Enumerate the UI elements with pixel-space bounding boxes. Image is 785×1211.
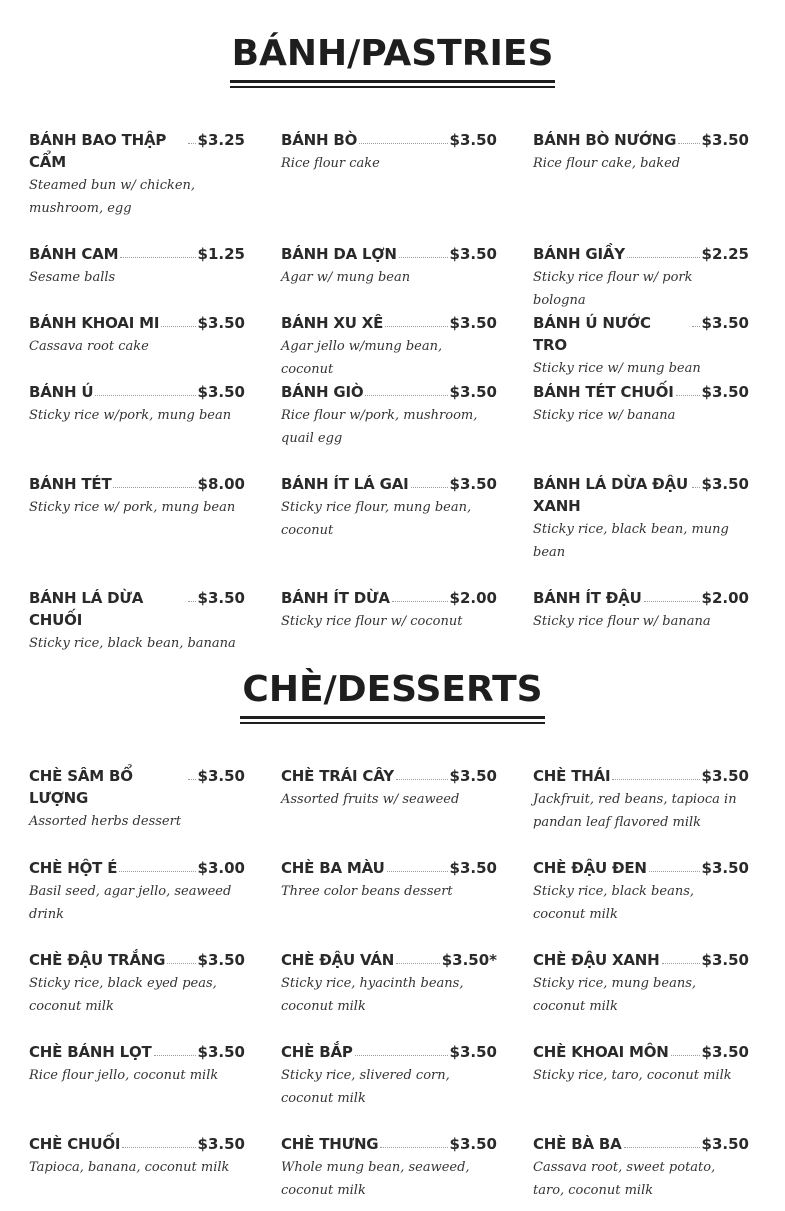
menu-item-price: $3.50 — [197, 383, 245, 401]
menu-item-price: $3.50 — [449, 767, 497, 785]
menu-item-header — [533, 312, 749, 356]
menu-item-description: Rice flour cake — [281, 156, 380, 171]
menu-item-price: $2.00 — [701, 589, 749, 607]
menu-item-description: Sticky rice flour w/ banana — [533, 614, 711, 629]
menu-item-description: Sticky rice flour w/ pork bologna — [533, 270, 693, 308]
menu-item — [29, 312, 245, 381]
menu-item-price: $3.50 — [197, 1135, 245, 1153]
dot-leader — [161, 312, 195, 327]
dot-leader — [380, 1133, 447, 1148]
menu-item — [281, 381, 497, 473]
menu-item-header — [29, 312, 245, 334]
menu-item-description: Sticky rice, black beans, coconut milk — [533, 884, 694, 922]
menu-item-header — [281, 949, 497, 971]
menu-item-header — [281, 765, 497, 787]
menu-item-header — [281, 1041, 497, 1063]
dot-leader — [692, 312, 700, 327]
menu-item — [29, 129, 245, 243]
menu-item-description: Sticky rice w/ pork, mung bean — [29, 500, 236, 515]
menu-item-name: CHÈ CHUỐI — [29, 1135, 121, 1153]
menu-item — [533, 473, 749, 587]
menu-item-description: Assorted fruits w/ seaweed — [281, 792, 460, 807]
menu-item-header — [281, 312, 497, 334]
menu-item — [533, 1133, 749, 1211]
menu-item-name: CHÈ ĐẬU ĐEN — [533, 859, 647, 877]
menu-item-price: $3.50 — [449, 383, 497, 401]
menu-item-name: BÁNH DA LỢN — [281, 245, 397, 263]
dot-leader — [355, 1041, 448, 1056]
dot-leader — [387, 857, 448, 872]
menu-item-name: BÁNH Ú NƯỚC TRO — [533, 314, 651, 354]
menu-item-name: CHÈ TRÁI CÂY — [281, 767, 394, 785]
menu-item-header — [29, 765, 245, 809]
menu-item-header — [281, 381, 497, 403]
menu-item — [281, 312, 497, 381]
menu-item-name: BÁNH XU XÊ — [281, 314, 384, 332]
menu-item — [29, 473, 245, 587]
menu-item-description: Rice flour cake, baked — [533, 156, 681, 171]
menu-item-header — [29, 129, 245, 173]
menu-item-header — [29, 1133, 245, 1155]
menu-item — [29, 857, 245, 949]
menu-item-header — [533, 587, 749, 609]
dot-leader — [411, 473, 448, 488]
menu-item-header — [533, 857, 749, 879]
menu-item-header — [533, 243, 749, 265]
menu-item-description: Sticky rice, slivered corn, coconut milk — [281, 1068, 450, 1106]
menu-item-description: Three color beans dessert — [281, 884, 453, 899]
menu-item-header — [281, 587, 497, 609]
dot-leader — [678, 129, 699, 144]
menu-item — [29, 381, 245, 473]
menu-item-header — [281, 857, 497, 879]
menu-item-price: $3.50 — [701, 767, 749, 785]
menu-item-header — [281, 1133, 497, 1155]
menu-item-price: $8.00 — [197, 475, 245, 493]
menu-item-price: $3.50 — [449, 859, 497, 877]
desserts-section-title — [0, 670, 785, 719]
menu-item-name: CHÈ ĐẬU XANH — [533, 951, 660, 969]
dot-leader — [188, 129, 196, 144]
menu-item-name: BÁNH BAO THẬP CẨM — [29, 131, 167, 171]
menu-item-price: $1.25 — [197, 245, 245, 263]
menu-item-price: $3.50 — [197, 951, 245, 969]
menu-item-header — [29, 857, 245, 879]
menu-item — [29, 587, 245, 656]
menu-item-name: CHÈ BA MÀU — [281, 859, 385, 877]
menu-item-name: BÁNH GIÒ — [281, 383, 364, 401]
menu-item — [281, 243, 497, 312]
menu-item — [281, 1133, 497, 1211]
dot-leader — [188, 765, 196, 780]
menu-item-header — [533, 473, 749, 517]
menu-item — [281, 129, 497, 243]
menu-item-description: Steamed bun w/ chicken, mushroom, egg — [29, 178, 196, 216]
dot-leader — [676, 381, 700, 396]
menu-item-price: $3.50 — [701, 859, 749, 877]
menu-item-name: CHÈ BẮP — [281, 1043, 353, 1061]
menu-item-price: $3.50 — [449, 131, 497, 149]
menu-item-price: $3.50 — [197, 767, 245, 785]
menu-item-header — [29, 473, 245, 495]
menu-item-description: Sticky rice, taro, coconut milk — [533, 1068, 732, 1083]
menu-item — [29, 1041, 245, 1133]
menu-item-price: $3.50 — [449, 1135, 497, 1153]
menu-item — [281, 949, 497, 1041]
dot-leader — [365, 381, 447, 396]
dot-leader — [95, 381, 195, 396]
menu-item — [281, 1041, 497, 1133]
menu-item-description: Sesame balls — [29, 270, 116, 285]
menu-item — [281, 857, 497, 949]
menu-item-description: Rice flour w/pork, mushroom, quail egg — [281, 408, 478, 446]
menu-item-header — [281, 243, 497, 265]
menu-item-header — [533, 129, 749, 151]
dot-leader — [392, 587, 448, 602]
menu-item — [29, 243, 245, 312]
menu-item-header — [29, 381, 245, 403]
menu-item-price: $3.50 — [449, 1043, 497, 1061]
dot-leader — [385, 312, 447, 327]
menu-item-name: CHÈ THƯNG — [281, 1135, 379, 1153]
menu-item-description: Cassava root, sweet potato, taro, coconut milk — [533, 1160, 716, 1198]
menu-item-name: CHÈ ĐẬU VÁN — [281, 951, 395, 969]
menu-item-price: $3.50 — [449, 245, 497, 263]
menu-item-header — [281, 473, 497, 495]
pastries-title: BÁNH/PASTRIES — [230, 34, 556, 83]
dot-leader — [113, 473, 195, 488]
menu-item — [533, 129, 749, 243]
menu-item-header — [29, 1041, 245, 1063]
dot-leader — [624, 1133, 700, 1148]
menu-item-name: BÁNH TÉT — [29, 475, 112, 493]
menu-item — [533, 381, 749, 473]
dot-leader — [188, 587, 196, 602]
menu-item-header — [29, 587, 245, 631]
menu-item-description: Sticky rice w/pork, mung bean — [29, 408, 232, 423]
dot-leader — [119, 857, 195, 872]
pastries-menu-grid — [29, 129, 754, 656]
menu-item-description: Basil seed, agar jello, seaweed drink — [29, 884, 232, 922]
menu-item — [29, 765, 245, 857]
menu-item-name: CHÈ SÂM BỔ LƯỢNG — [29, 767, 133, 807]
menu-item-price: $2.25 — [701, 245, 749, 263]
menu-item-price: $3.50 — [701, 1043, 749, 1061]
menu-item-name: BÁNH CAM — [29, 245, 119, 263]
menu-item-price: $3.50* — [441, 951, 497, 969]
menu-item — [29, 1133, 245, 1211]
menu-item-header — [29, 243, 245, 265]
dot-leader — [649, 857, 700, 872]
menu-item-price: $3.50 — [701, 314, 749, 332]
dot-leader — [120, 243, 195, 258]
menu-item-name: CHÈ THÁI — [533, 767, 611, 785]
dot-leader — [671, 1041, 700, 1056]
dot-leader — [359, 129, 447, 144]
menu-item-price: $3.50 — [197, 1043, 245, 1061]
menu-item-name: CHÈ ĐẬU TRẮNG — [29, 951, 166, 969]
dot-leader — [154, 1041, 196, 1056]
desserts-title: CHÈ/DESSERTS — [240, 670, 544, 719]
menu-item-name: BÁNH LÁ DỪA ĐẬU XANH — [533, 475, 688, 515]
menu-item-header — [29, 949, 245, 971]
menu-item-price: $3.50 — [449, 314, 497, 332]
menu-item-header — [533, 765, 749, 787]
menu-item-price: $3.50 — [197, 589, 245, 607]
menu-item-description: Rice flour jello, coconut milk — [29, 1068, 219, 1083]
menu-item-description: Sticky rice, mung beans, coconut milk — [533, 976, 697, 1014]
dot-leader — [662, 949, 700, 964]
menu-item-price: $3.50 — [701, 1135, 749, 1153]
menu-item-price: $3.50 — [701, 131, 749, 149]
dot-leader — [692, 473, 700, 488]
menu-item — [533, 312, 749, 381]
menu-item — [281, 473, 497, 587]
dot-leader — [612, 765, 699, 780]
menu-item-header — [281, 129, 497, 151]
menu-item-name: BÁNH ÍT ĐẬU — [533, 589, 642, 607]
menu-item-name: CHÈ BÁNH LỌT — [29, 1043, 152, 1061]
menu-item-description: Sticky rice flour w/ coconut — [281, 614, 463, 629]
menu-item-description: Cassava root cake — [29, 339, 149, 354]
menu-item-name: BÁNH BÒ NƯỚNG — [533, 131, 677, 149]
desserts-menu-grid — [29, 765, 754, 1211]
menu-item-name: BÁNH KHOAI MI — [29, 314, 160, 332]
menu-item — [29, 949, 245, 1041]
menu-item-price: $3.50 — [197, 314, 245, 332]
menu-item-name: BÁNH TÉT CHUỐI — [533, 383, 674, 401]
menu-item-name: BÁNH ÍT DỪA — [281, 589, 390, 607]
menu-item — [533, 243, 749, 312]
dot-leader — [167, 949, 195, 964]
menu-item-name: BÁNH Ú — [29, 383, 94, 401]
menu-item-price: $3.50 — [701, 475, 749, 493]
menu-item-description: Sticky rice, hyacinth beans, coconut milk — [281, 976, 464, 1014]
dot-leader — [644, 587, 700, 602]
menu-item-name: BÁNH ÍT LÁ GAI — [281, 475, 409, 493]
menu-item-name: BÁNH GIẦY — [533, 245, 625, 263]
menu-item-price: $3.50 — [449, 475, 497, 493]
menu-item-header — [533, 1133, 749, 1155]
menu-item-price: $2.00 — [449, 589, 497, 607]
menu-item-description: Assorted herbs dessert — [29, 814, 182, 829]
menu-item — [281, 765, 497, 857]
menu-item-name: BÁNH LÁ DỪA CHUỐI — [29, 589, 144, 629]
pastries-section-title — [0, 34, 785, 83]
menu-item-name: CHÈ BÀ BA — [533, 1135, 622, 1153]
dot-leader — [396, 949, 440, 964]
menu-item-price: $3.50 — [701, 951, 749, 969]
menu-item — [533, 949, 749, 1041]
menu-item-description: Whole mung bean, seaweed, coconut milk — [281, 1160, 470, 1198]
menu-item-description: Sticky rice w/ banana — [533, 408, 676, 423]
menu-item-price: $3.00 — [197, 859, 245, 877]
menu-item-description: Sticky rice, black bean, banana — [29, 636, 236, 651]
menu-item-description: Sticky rice, black bean, mung bean — [533, 522, 729, 560]
menu-item-header — [533, 381, 749, 403]
menu-item-description: Jackfruit, red beans, tapioca in pandan leaf flavored milk — [533, 792, 737, 830]
menu-item-name: BÁNH BÒ — [281, 131, 358, 149]
dot-leader — [399, 243, 448, 258]
menu-item — [533, 857, 749, 949]
dot-leader — [122, 1133, 195, 1148]
menu-item-name: CHÈ HỘT É — [29, 859, 118, 877]
menu-item-description: Sticky rice w/ mung bean — [533, 361, 701, 376]
menu-item-description: Agar w/ mung bean — [281, 270, 411, 285]
menu-item-price: $3.50 — [701, 383, 749, 401]
dot-leader — [396, 765, 448, 780]
menu-item-name: CHÈ KHOAI MÔN — [533, 1043, 669, 1061]
menu-item — [281, 587, 497, 656]
dot-leader — [627, 243, 700, 258]
menu-item-description: Tapioca, banana, coconut milk — [29, 1160, 230, 1175]
menu-item-description: Sticky rice flour, mung bean, coconut — [281, 500, 472, 538]
menu-item-description: Sticky rice, black eyed peas, coconut milk — [29, 976, 217, 1014]
menu-item-header — [533, 1041, 749, 1063]
menu-item-price: $3.25 — [197, 131, 245, 149]
menu-item-header — [533, 949, 749, 971]
menu-item — [533, 587, 749, 656]
menu-item — [533, 1041, 749, 1133]
menu-item — [533, 765, 749, 857]
menu-item-description: Agar jello w/mung bean, coconut — [281, 339, 443, 377]
